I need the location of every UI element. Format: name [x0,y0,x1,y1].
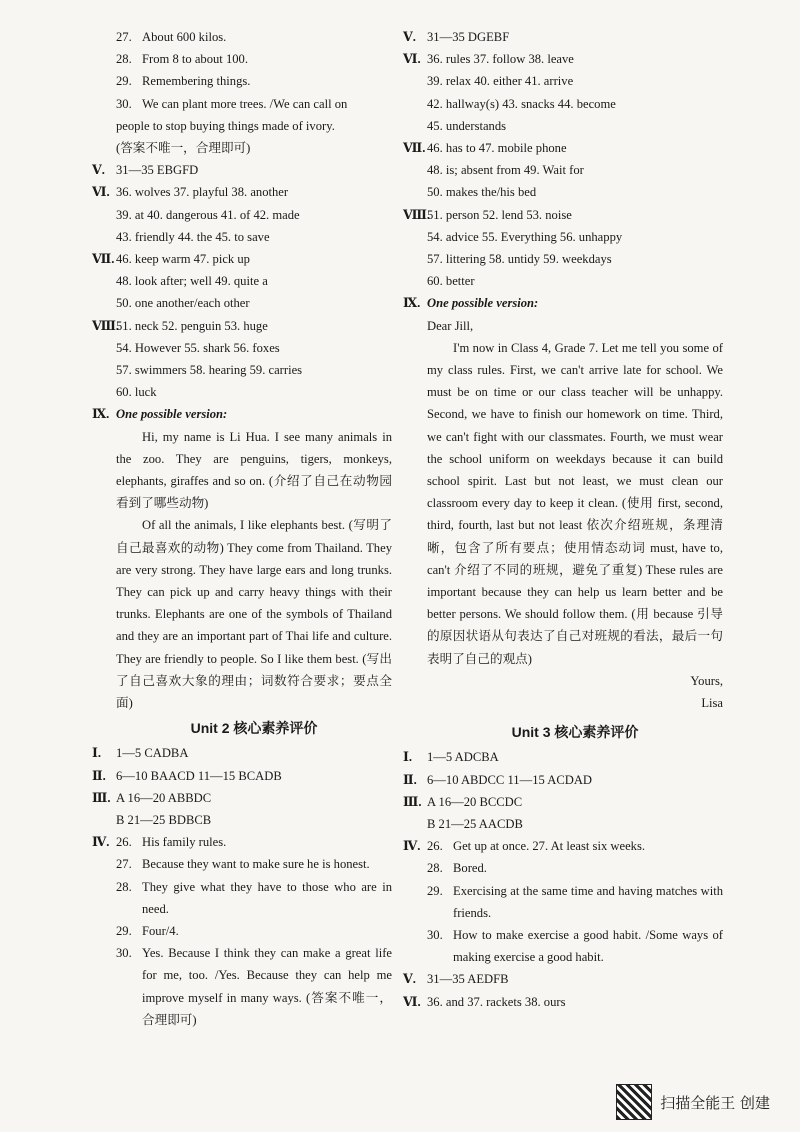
section-9 [403,292,723,714]
section-6 [403,48,723,137]
section-6 [92,181,392,248]
answer-text: About 600 kilos. [142,30,227,44]
answer-row [116,920,392,942]
section-3 [92,787,392,831]
answer-text: 6—10 ABDCC 11—15 ACDAD [427,772,593,787]
answer-text: 6—10 BAACD 11—15 BCADB [116,768,282,783]
answer-text: Yes. Because I think they can make a great life for me, too. /Yes. Because they can help me improve myself in many ways. (答案不唯一，合理即可) [142,946,392,1027]
item-number: 30. [116,946,132,961]
answer-text: 1—5 ADCBA [427,750,499,765]
answer-text: 1—5 CADBA [116,746,189,761]
section-3 [403,791,723,835]
answer-text: 31—35 EBGFD [116,163,199,178]
section-numeral: Ⅵ. [92,185,110,200]
item-number: 29. [116,74,132,89]
answer-row: 36. wolves 37. playful 38. another [116,185,289,200]
answer-text: Get up at once. 27. At least six weeks. [453,839,646,854]
answer-row: 51. neck 52. penguin 53. huge [116,318,268,333]
section-7 [92,248,392,315]
letter-closing: Yours, [690,673,723,688]
scanner-watermark [616,1084,770,1120]
section-numeral: Ⅳ. [92,835,110,850]
answer-row: 48. look after; well 49. quite a [116,274,268,289]
answer-row [427,857,723,879]
item-number: 26. [427,839,443,854]
section-7 [403,137,723,204]
answer-row [116,876,392,920]
version-label: One possible version: [427,296,539,311]
answer-row: 48. is; absent from 49. Wait for [427,163,584,178]
answer-row: 50. one another/each other [116,296,250,311]
answer-text: Remembering things. [142,74,251,89]
answer-text: Because they want to make sure he is honest. [142,857,370,872]
answer-row: 60. better [427,274,475,289]
answer-row: 45. understands [427,118,507,133]
section-5 [92,159,392,181]
answer-text: They give what they have to those who are in need. [142,879,392,916]
section-numeral: Ⅰ. [403,750,413,765]
section-5 [403,26,723,48]
right-column [403,26,723,1013]
answer-row: 57. littering 58. untidy 59. weekdays [427,252,612,267]
section-numeral: Ⅲ. [92,790,111,805]
item-number: 30. [116,96,132,111]
section-numeral: Ⅴ. [403,30,416,44]
answer-row [116,831,392,853]
answer-row: 51. person 52. lend 53. noise [427,207,572,222]
qr-code-icon [616,1084,652,1120]
answer-row: 43. friendly 44. the 45. to save [116,229,270,244]
item-number: 27. [116,30,132,44]
version-label: One possible version: [116,407,228,422]
answer-row [116,70,392,92]
answer-row: 54. However 55. shark 56. foxes [116,340,280,355]
answer-row [427,924,723,968]
unit-title: Unit 3 核心素养评价 [511,724,639,741]
answer-text: Exercising at the same time and having matches with friends. [453,883,723,920]
section-1 [92,742,392,764]
item-number: 30. [427,927,443,942]
item-number: 29. [427,883,443,898]
answer-row: 42. hallway(s) 43. snacks 44. become [427,96,616,111]
essay-paragraph: I'm now in Class 4, Grade 7. Let me tell you some of my class rules. First, we can't arrive late for school. We must be on time or our class teacher will be unhappy. Second, we have to finish our homework on time. Third, we can't fight with our classmates. Fourth, we must wear the school uniform on weekdays because it can build school spirit. Last but not least, we must clean our classroom every day to keep it clean. (使用 first, second, third, fourth, last but not least 依次介绍班规，条理清晰，包含了所有要点；使用情态动词 must, have to, can't 介绍了不同的班规，避免了重复) These rules are important because they can help us learn better and be better persons. We should follow them. (用 because 引导的原因状语从句表达了自己对班规的看法，最后一句表明了自己的观点) [427,340,723,666]
section-numeral: Ⅱ. [403,772,417,787]
answer-row: 39. relax 40. either 41. arrive [427,74,574,89]
section-numeral: Ⅰ. [92,746,102,761]
answer-note: (答案不唯一，合理即可) [116,141,251,156]
section-numeral: Ⅴ. [92,163,105,178]
item-number: 29. [116,923,132,938]
section-numeral: Ⅷ. [92,318,120,333]
section-numeral: Ⅵ. [403,994,421,1009]
answer-text: 31—35 AEDFB [427,972,509,987]
item-number: 28. [116,52,132,67]
section-numeral: Ⅶ. [403,141,426,156]
answer-text: We can plant more trees. /We can call on [142,96,348,111]
answer-row: 57. swimmers 58. hearing 59. carries [116,363,303,378]
section-9 [92,403,392,714]
answer-row [427,835,723,857]
answer-row: B 21—25 AACDB [427,816,523,831]
section-8 [92,315,392,404]
section-8 [403,204,723,293]
item-number: 28. [427,861,443,876]
answer-row: A 16—20 ABBDC [116,790,212,805]
essay-paragraph: Hi, my name is Li Hua. I see many animals in the zoo. They are penguins, tigers, monkeys, elephants, giraffes and so on. (介绍了自己在动物园看到了哪些动物) [116,429,392,511]
item-number: 27. [116,857,132,872]
section-numeral: Ⅶ. [92,252,115,267]
answer-text: His family rules. [142,835,227,850]
answer-row [116,853,392,875]
section-numeral: Ⅲ. [403,794,422,809]
section-5 [403,968,723,990]
answer-row [116,942,392,1031]
unit-title: Unit 2 核心素养评价 [190,720,318,737]
answer-row [116,93,392,115]
item-number: 26. [116,835,132,850]
answer-text: 31—35 DGEBF [427,30,510,44]
answer-text: From 8 to about 100. [142,52,248,67]
essay-paragraph: Of all the animals, I like elephants best. (写明了自己最喜欢的动物) They come from Thailand. They are very strong. They have large ears and long trunks. They can pick up and carry heavy things with their trunks. Elephants are one of the symbols of Thailand and they are an important part of Thai life and culture. They are friendly to people. So I like them best. (写出了自己喜欢大象的理由；词数符合要求；要点全面) [116,518,392,711]
section-4 [403,835,723,968]
section-numeral: Ⅸ. [92,407,110,422]
answer-continuation: people to stop buying things made of ivory. [116,118,335,133]
answer-row: 39. at 40. dangerous 41. of 42. made [116,207,300,222]
section-numeral: Ⅵ. [403,52,421,67]
answer-row [427,880,723,924]
item-number: 28. [116,879,132,894]
answer-row [116,48,392,70]
section-numeral: Ⅷ. [403,207,431,222]
section-numeral: Ⅸ. [403,296,421,311]
answer-row: 36. rules 37. follow 38. leave [427,52,574,67]
section-4 [92,831,392,1031]
letter-greeting: Dear Jill, [427,318,474,333]
section-2 [403,769,723,791]
section-1 [403,746,723,768]
answer-row: 54. advice 55. Everything 56. unhappy [427,229,623,244]
answer-row: 60. luck [116,385,157,400]
answer-text: How to make exercise a good habit. /Some ways of making exercise a good habit. [453,927,723,965]
answer-text: Four/4. [142,923,179,938]
letter-signature: Lisa [701,696,723,711]
section-numeral: Ⅱ. [92,768,106,783]
section-numeral: Ⅳ. [403,839,421,854]
answer-row: B 21—25 BDBCB [116,812,212,827]
left-column [92,26,392,1031]
section-numeral: Ⅴ. [403,972,416,987]
answer-text: Bored. [453,861,487,876]
answer-row [116,26,392,48]
watermark-text: 扫描全能王 创建 [660,1093,770,1112]
answer-row: 50. makes the/his bed [427,185,537,200]
answer-text: 36. and 37. rackets 38. ours [427,994,566,1009]
answer-row: A 16—20 BCCDC [427,794,523,809]
answer-row: 46. keep warm 47. pick up [116,252,250,267]
answer-row: 46. has to 47. mobile phone [427,141,567,156]
section-2 [92,765,392,787]
section-6 [403,991,723,1013]
